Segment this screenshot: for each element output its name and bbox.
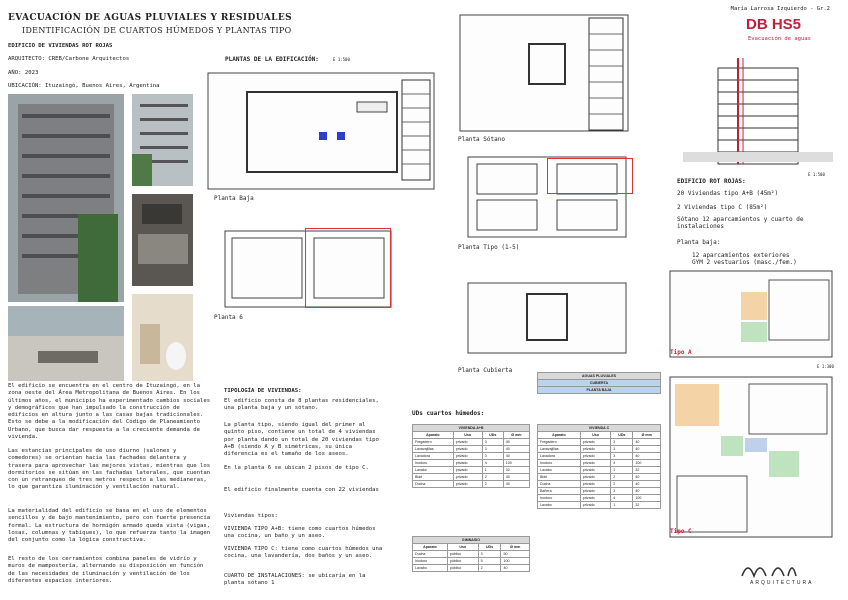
tipo-c-highlight xyxy=(305,228,391,308)
table-cell: privado xyxy=(580,481,610,488)
table-head: Uso xyxy=(453,432,482,439)
table-head: Ø mm xyxy=(633,432,661,439)
table-cell: 1 xyxy=(482,467,503,474)
table-cell: Ducha xyxy=(538,481,581,488)
table-cell: privado xyxy=(453,481,482,488)
table-head: Aparato xyxy=(413,432,454,439)
table-cell: privado xyxy=(580,460,610,467)
tipologia-t3: En la planta 6 se ubican 2 pisos de tipo C. xyxy=(224,465,369,471)
table-head: UDs xyxy=(478,544,501,551)
summary-s5: 12 aparcamientos exteriores xyxy=(692,252,790,259)
plantas-heading: PLANTAS DE LA EDIFICACIÓN: xyxy=(225,56,319,63)
table-cell: Bidé xyxy=(538,474,581,481)
project-location: UBICACIÓN: Ituzaingó, Buenos Aires, Argentina xyxy=(8,83,160,89)
studio-logo xyxy=(738,556,798,580)
uds-title: UDs cuartos húmedos: xyxy=(412,410,485,417)
table-cell: 2 xyxy=(478,565,501,572)
table-cell: 3 xyxy=(611,446,633,453)
table-head: Aparato xyxy=(538,432,581,439)
table-cell: 32 xyxy=(633,467,661,474)
table-cell: 40 xyxy=(633,474,661,481)
tipologia-title: TIPOLOGÍA DE VIVIENDAS: xyxy=(224,388,302,394)
project-architect: ARQUITECTO: CREB/Carbone Arquitectos xyxy=(8,56,130,62)
table-cell: 40 xyxy=(503,439,529,446)
table-cell: 3 xyxy=(482,446,503,453)
table-cell: 1 xyxy=(611,467,633,474)
planta-sotano-label: Planta Sótano xyxy=(458,136,505,143)
course-code: DB HS5 xyxy=(746,16,802,33)
tipologia-t7: VIVIENDA TIPO C: tiene como cuartos húmedos una cocina, una lavandería, dos baños y un aseo. xyxy=(224,546,383,560)
table-cell: Bidé xyxy=(413,474,454,481)
table-cell: Lavabo xyxy=(413,565,448,572)
table-cell: 40 xyxy=(633,488,661,495)
tipologia-t1: El edificio consta de 8 plantas residenciales, una planta baja y un sótano. xyxy=(224,398,379,412)
vivienda-ab-table xyxy=(412,424,530,488)
table-cell: PLANTA BAJA xyxy=(538,387,661,394)
planta-6-label: Planta 6 xyxy=(214,314,243,321)
table-cell: público xyxy=(447,558,478,565)
table-cell: Lavabo xyxy=(538,502,581,509)
plantas-scale: E 1:500 xyxy=(333,57,350,62)
table-cell: 100 xyxy=(501,558,530,565)
table-cell: 2 xyxy=(482,474,503,481)
table-cell: 2 xyxy=(611,481,633,488)
table-cell: Inodoro xyxy=(538,495,581,502)
planta-baja-drawing xyxy=(207,72,435,190)
table-cell: 32 xyxy=(503,467,529,474)
table-cell: 100 xyxy=(633,460,661,467)
table-cell: 3 xyxy=(611,439,633,446)
subtitle: IDENTIFICACIÓN DE CUARTOS HÚMEDOS Y PLANTAS TIPO xyxy=(22,26,292,35)
planta-baja-label: Planta Baja xyxy=(214,195,254,202)
description-p1: El edificio se encuentra en el centro de Ituzaingó, en la zona oeste del Área Metropolitana de Buenos Aires. En los últimos años, el municipio ha experimentado cambios sociales y demográficos que han impulsado la construcción de edificios en altura junto a las casas bajas tradicionales. Esto se debe a la modificación del Código de Planeamiento Urbano, que busca dar respuesta a la creciente demanda de vivienda. xyxy=(8,383,211,441)
table-head: UDs xyxy=(482,432,503,439)
table-cell: Fregadero xyxy=(413,439,454,446)
table-head: UDs xyxy=(611,432,633,439)
summary-s1: 20 Viviendas tipo A+B (45m²) xyxy=(677,190,779,197)
project-year: AÑO: 2023 xyxy=(8,70,39,76)
course-subtitle: Evacuación de aguas xyxy=(748,36,811,42)
table-cell: Inodoro xyxy=(538,460,581,467)
table-cell: 50 xyxy=(501,551,530,558)
table-cell: 4 xyxy=(611,460,633,467)
table-cell: Lavavajillas xyxy=(413,446,454,453)
table-cell: 40 xyxy=(633,453,661,460)
table-cell: Lavabo xyxy=(413,467,454,474)
table-cell: privado xyxy=(453,446,482,453)
table-cell: privado xyxy=(580,488,610,495)
tipo-a-highlight xyxy=(547,158,633,194)
table-cell: Inodoro xyxy=(413,460,454,467)
tipologia-t8: CUARTO DE INSTALACIONES: se ubicaría en la planta sótano 1 xyxy=(224,573,366,587)
description-p2: Las estancias principales de uso diurno (salones y comedores) se orientan hacia las fachadas delantera y trasera para aprovechar las mejores vistas, mientras que los dormitorios se sitúan en las fachadas laterales, que cuentan con un retranqueo de tres metros respecto a las medianeras, lo que garantiza iluminación y ventilación natural. xyxy=(8,448,211,491)
table-cell: Ducha xyxy=(413,481,454,488)
tipo-a-label: Tipo A xyxy=(670,349,692,356)
table-cell: 40 xyxy=(633,439,661,446)
table-cell: privado xyxy=(580,453,610,460)
kitchen-photo xyxy=(132,194,193,286)
vivienda-c-table xyxy=(537,424,661,509)
table-cell: Fregadero xyxy=(538,439,581,446)
table-cell: privado xyxy=(453,467,482,474)
table-cell: privado xyxy=(580,502,610,509)
table-cell: privado xyxy=(580,474,610,481)
table-cell: privado xyxy=(580,467,610,474)
pluviales-table xyxy=(537,372,661,394)
table-cell: Lavadora xyxy=(538,453,581,460)
table-cell: 100 xyxy=(633,495,661,502)
table-cell: 1 xyxy=(611,502,633,509)
table-cell: privado xyxy=(453,474,482,481)
planta-sotano-drawing xyxy=(459,14,629,132)
table-cell: 40 xyxy=(633,446,661,453)
table-cell: Bañera xyxy=(538,488,581,495)
table-cell: 3 xyxy=(478,551,501,558)
table-title: VIVIENDA A+B xyxy=(413,425,530,432)
table-cell: privado xyxy=(580,446,610,453)
table-cell: Inodoro xyxy=(413,558,448,565)
planta-tipo-label: Planta Tipo (1-5) xyxy=(458,244,520,251)
table-cell: Ducha xyxy=(413,551,448,558)
living-room-photo xyxy=(8,306,124,381)
table-head: Uso xyxy=(447,544,478,551)
building-facade-photo xyxy=(8,94,124,302)
planta-cubierta-label: Planta Cubierta xyxy=(458,367,513,374)
table-title: GIMNASIO xyxy=(413,537,530,544)
table-cell: Lavabo xyxy=(538,467,581,474)
gimnasio-table xyxy=(412,536,530,572)
table-cell: Lavadora xyxy=(413,453,454,460)
table-cell: 3 xyxy=(611,488,633,495)
tipo-a-scale: E 1:300 xyxy=(817,364,834,369)
table-cell: 40 xyxy=(503,453,529,460)
table-cell: 40 xyxy=(503,446,529,453)
building-section-drawing xyxy=(683,48,833,166)
table-cell: 3 xyxy=(482,439,503,446)
tipologia-t5: Viviendas tipos: xyxy=(224,513,278,519)
table-cell: 40 xyxy=(503,474,529,481)
table-head: Aparato xyxy=(413,544,448,551)
table-head: Ø mm xyxy=(501,544,530,551)
table-cell: 5 xyxy=(478,558,501,565)
tipo-c-plan xyxy=(669,376,833,538)
table-cell: privado xyxy=(453,460,482,467)
table-cell: 40 xyxy=(501,565,530,572)
tipo-a-plan xyxy=(669,270,833,358)
brand-text: ARQUITECTURA xyxy=(750,580,814,586)
summary-s3: Sótano 12 aparcamientos y cuarto de instalaciones xyxy=(677,216,804,230)
table-cell: 4 xyxy=(611,495,633,502)
table-cell: privado xyxy=(453,453,482,460)
table-cell: privado xyxy=(580,439,610,446)
tipologia-t2: La planta tipo, siendo igual del primer al quinto piso, contiene un total de 4 viviendas por planta dando un total de 20 viviendas tipo A+B (siendo A y B simétricas, su única diferencia es el tamaño de los aseos. xyxy=(224,422,379,458)
pluviales-title: AGUAS PLUVIALES xyxy=(538,373,661,380)
main-title: EVACUACIÓN DE AGUAS PLUVIALES Y RESIDUALES xyxy=(8,13,292,23)
summary-s4: Planta baja: xyxy=(677,239,721,246)
table-cell: 32 xyxy=(633,502,661,509)
table-cell: 2 xyxy=(482,481,503,488)
table-cell: 100 xyxy=(503,460,529,467)
table-cell: 2 xyxy=(611,474,633,481)
tipologia-t4: El edificio finalmente cuenta con 22 viviendas xyxy=(224,487,379,493)
table-cell: público xyxy=(447,551,478,558)
planta-cubierta-drawing xyxy=(467,282,627,354)
tipo-c-label: Tipo C xyxy=(670,528,692,535)
table-cell: 40 xyxy=(633,481,661,488)
building-corner-photo xyxy=(132,94,193,186)
table-cell: privado xyxy=(453,439,482,446)
summary-s2: 2 Viviendas tipo C (85m²) xyxy=(677,204,768,211)
table-cell: CUBIERTA xyxy=(538,380,661,387)
summary-title: EDIFICIO ROT ROJAS: xyxy=(677,178,746,185)
section-scale: E 1:500 xyxy=(808,172,825,177)
table-cell: Lavavajillas xyxy=(538,446,581,453)
table-cell: privado xyxy=(580,495,610,502)
table-cell: 3 xyxy=(611,453,633,460)
summary-s6: GYM 2 vestuarios (masc./fem.) xyxy=(692,259,797,266)
description-p4: El resto de los cerramientos combina paneles de vidrio y muros de mampostería, alternando su disposición en función de las necesidades de iluminación y ventilación de los diferentes espacios interiores. xyxy=(8,556,204,584)
bathroom-photo xyxy=(132,294,193,381)
author: María Larrosa Izquierdo - Gr.2 xyxy=(730,6,830,12)
table-title: VIVIENDA C xyxy=(538,425,661,432)
table-cell: 3 xyxy=(482,453,503,460)
table-cell: 40 xyxy=(503,481,529,488)
tipologia-t6: VIVIENDA TIPO A+B: tiene como cuartos húmedos una cocina, un baño y un aseo. xyxy=(224,526,376,540)
table-head: Ø mm xyxy=(503,432,529,439)
table-cell: público xyxy=(447,565,478,572)
table-cell: 4 xyxy=(482,460,503,467)
description-p3: La materialidad del edificio se basa en el uso de elementos sencillos y de bajo mantenimiento, pero con fuerte presencia formal. La estructura de hormigón armado queda vista (vigas, losas, columnas y tabiques), lo que refuerza tanto la imagen del conjunto como la lógica constructiva. xyxy=(8,508,211,544)
table-head: Uso xyxy=(580,432,610,439)
project-name: EDIFICIO DE VIVIENDAS ROT ROJAS xyxy=(8,43,113,49)
